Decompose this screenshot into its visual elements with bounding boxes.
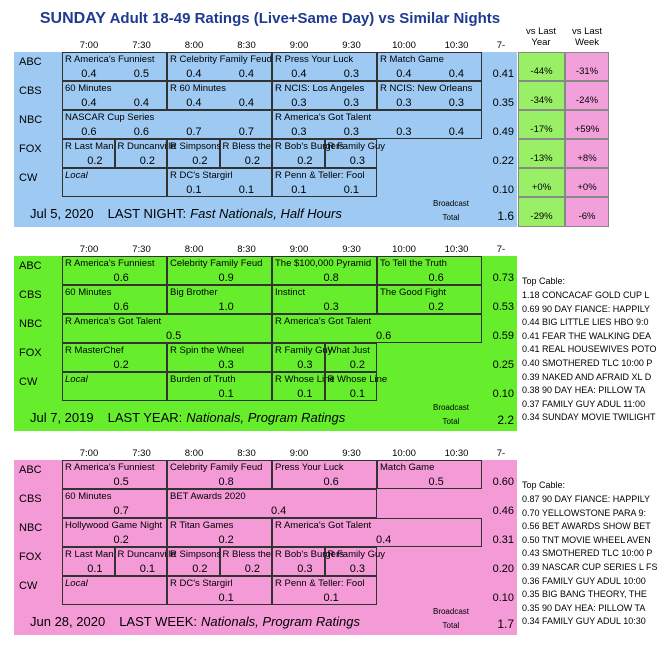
- top-cable-item: 0.34 FAMILY GUY ADUL 10:30: [522, 616, 646, 627]
- total-label: Total: [442, 213, 460, 222]
- program-name: R America's Funniest: [65, 54, 155, 65]
- time-header: 10:00: [392, 448, 416, 459]
- row-total: 0.60: [492, 476, 514, 488]
- program-cell: [272, 372, 335, 401]
- top-cable-item: 0.39 NAKED AND AFRAID XL D: [522, 371, 652, 382]
- time-header: 8:30: [237, 448, 256, 459]
- program-cell: [167, 576, 272, 605]
- grand-total: 1.7: [497, 617, 514, 631]
- total-label: Total: [442, 621, 460, 630]
- rating-value: 0.4: [238, 97, 255, 109]
- program-cell: [325, 372, 388, 401]
- rating-value: 0.7: [186, 126, 202, 138]
- program-name: Big Brother: [170, 287, 218, 298]
- top-cable-item: 1.18 CONCACAF GOLD CUP L: [522, 290, 650, 300]
- top-cable-item: 0.36 FAMILY GUY ADUL 10:00: [522, 575, 646, 586]
- program-cell: [62, 110, 272, 139]
- program-cell: [272, 52, 377, 81]
- rating-value: 0.3: [396, 126, 412, 138]
- rating-value: 0.3: [297, 563, 313, 575]
- time-header: 7:30: [132, 244, 151, 255]
- row-total: 0.53: [492, 301, 514, 313]
- time-header: 7:30: [132, 40, 151, 51]
- top-cable-item: 0.34 SUNDAY MOVIE TWILIGHT: [522, 412, 656, 423]
- vs-last-year: -34%: [518, 81, 565, 110]
- program-name: R Penn & Teller: Fool: [275, 578, 365, 589]
- rating-value: 0.2: [113, 534, 129, 546]
- time-header: 10:00: [392, 40, 416, 51]
- rating-value: 0.3: [349, 155, 366, 167]
- time-header: 10:00: [392, 244, 416, 255]
- program-cell: [272, 343, 333, 372]
- program-cell: [62, 372, 167, 401]
- program-name: R NCIS: Los Angeles: [275, 83, 365, 94]
- time-header: 9:00: [289, 40, 309, 51]
- rating-value: 0.8: [218, 476, 234, 488]
- rating-value: 0.3: [349, 563, 366, 575]
- total-vs-last-year: -29%: [518, 197, 565, 227]
- rating-value: 0.3: [396, 97, 412, 109]
- top-cable-item: 0.37 FAMILY GUY ADUL 11:00: [522, 398, 646, 409]
- time-header: 7:00: [79, 448, 99, 459]
- time-header: 7:00: [79, 40, 99, 51]
- total-vs-last-week: -6%: [565, 197, 609, 227]
- program-name: R MasterChef: [65, 345, 124, 356]
- program-cell: [377, 285, 482, 314]
- rating-value: 0.4: [186, 97, 202, 109]
- program-name: R Whose Line: [275, 374, 335, 385]
- time-header: 8:30: [237, 40, 256, 51]
- program-cell: [167, 518, 272, 547]
- rating-value: 0.2: [349, 359, 366, 371]
- grand-total: 2.2: [497, 413, 514, 427]
- time-header: 7-: [496, 448, 506, 459]
- program-cell: [272, 547, 344, 576]
- rating-value: 0.3: [448, 97, 465, 109]
- vs-last-week: +8%: [565, 139, 609, 168]
- program-cell: [62, 81, 167, 110]
- program-name: R America's Funniest: [65, 258, 155, 269]
- rating-value: 0.1: [297, 388, 313, 400]
- broadcast-label: Broadcast: [432, 403, 470, 412]
- top-cable-item: 0.69 90 DAY FIANCE: HAPPILY: [522, 303, 651, 314]
- rating-value: 0.4: [448, 68, 465, 80]
- day-title: SUNDAY: [39, 10, 106, 27]
- top-cable-item: 0.38 90 DAY HEA: PILLOW TA: [522, 385, 646, 396]
- network-label: NBC: [19, 114, 43, 126]
- program-cell: [62, 52, 167, 81]
- rating-value: 0.7: [113, 505, 129, 517]
- program-cell: [272, 285, 377, 314]
- program-name: Burden of Truth: [170, 374, 236, 385]
- program-name: R Family Guy: [275, 345, 333, 356]
- panel-footer: [30, 410, 430, 425]
- rating-value: 0.2: [192, 155, 208, 167]
- program-name: 60 Minutes: [65, 83, 112, 94]
- vs-last-week-header: vs Last Week: [571, 26, 603, 48]
- network-label: CBS: [19, 85, 42, 97]
- vs-last-week: -24%: [565, 81, 609, 110]
- footer-label: LAST NIGHT:: [107, 206, 187, 221]
- program-name: To Tell the Truth: [380, 258, 447, 269]
- program-cell: [272, 168, 377, 197]
- time-header: 8:00: [184, 448, 204, 459]
- program-cell: [62, 314, 272, 343]
- network-label: FOX: [19, 551, 42, 563]
- rating-value: 0.1: [139, 563, 156, 575]
- rating-value: 0.1: [87, 563, 103, 575]
- rating-value: 0.3: [218, 359, 234, 371]
- footer-desc: Nationals, Program Ratings: [186, 410, 346, 425]
- vs-last-year: -13%: [518, 139, 565, 168]
- program-cell: [272, 576, 377, 605]
- rating-value: 0.3: [343, 68, 360, 80]
- subtitle: Adult 18-49 Ratings (Live+Same Day) vs Similar Nights: [109, 10, 501, 27]
- program-name: R NCIS: New Orleans: [380, 83, 473, 94]
- row-total: 0.41: [492, 68, 514, 80]
- program-name: R Whose Line: [327, 374, 388, 385]
- program-cell: [167, 343, 272, 372]
- rating-value: 0.3: [291, 97, 307, 109]
- rating-value: 0.5: [166, 330, 182, 342]
- network-label: FOX: [19, 347, 42, 359]
- program-name: R Duncanville: [117, 549, 177, 560]
- program-name: R Match Game: [380, 54, 444, 65]
- vs-last-week: -31%: [565, 52, 609, 81]
- rating-value: 0.7: [238, 126, 255, 138]
- program-name: 60 Minutes: [65, 491, 112, 502]
- time-header: 9:30: [342, 244, 361, 255]
- time-header: 8:00: [184, 40, 204, 51]
- program-name: R Simpsons: [170, 549, 222, 560]
- rating-value: 0.6: [81, 126, 97, 138]
- row-total: 0.10: [492, 388, 514, 400]
- rating-value: 0.3: [291, 126, 307, 138]
- time-header: 8:00: [184, 244, 204, 255]
- total-label: Total: [442, 417, 460, 426]
- program-cell: [115, 547, 177, 576]
- program-cell: [62, 139, 115, 168]
- network-label: ABC: [19, 260, 42, 272]
- vs-last-year: -44%: [518, 52, 565, 81]
- program-name: R 60 Minutes: [170, 83, 226, 94]
- vs-last-week: +0%: [565, 168, 609, 197]
- rating-value: 0.1: [291, 184, 307, 196]
- broadcast-label: Broadcast: [432, 199, 470, 208]
- rating-value: 0.2: [244, 155, 261, 167]
- footer-label: LAST WEEK:: [119, 614, 197, 629]
- rating-value: 0.3: [343, 97, 360, 109]
- top-cable-item: 0.87 90 DAY FIANCE: HAPPILY: [522, 494, 651, 504]
- program-name: R Bless the: [222, 549, 272, 560]
- top-cable-item: 0.39 NASCAR CUP SERIES L FS: [522, 562, 658, 572]
- top-cable-title: Top Cable:: [522, 480, 566, 490]
- rating-value: 0.1: [238, 184, 255, 196]
- rating-value: 0.4: [81, 97, 97, 109]
- top-cable-item: 0.35 BIG BANG THEORY, THE: [522, 589, 647, 600]
- rating-value: 0.4: [448, 126, 465, 138]
- rating-value: 0.5: [428, 476, 444, 488]
- program-cell: [167, 168, 272, 197]
- network-label: CW: [19, 580, 38, 592]
- network-label: CBS: [19, 493, 42, 505]
- row-total: 0.49: [492, 126, 514, 138]
- time-header: 10:30: [444, 448, 469, 459]
- rating-value: 0.9: [218, 272, 234, 284]
- program-cell: [167, 547, 220, 576]
- program-name: R Bob's Burgers: [275, 549, 344, 560]
- program-cell: [167, 256, 272, 285]
- rating-value: 0.1: [186, 184, 202, 196]
- rating-value: 0.5: [113, 476, 129, 488]
- rating-value: 0.6: [113, 301, 129, 313]
- row-total: 0.59: [492, 330, 514, 342]
- program-cell: [220, 547, 273, 576]
- page-title: [0, 10, 540, 28]
- row-total: 0.31: [492, 534, 514, 546]
- program-name: Hollywood Game Night: [65, 520, 163, 531]
- program-name: 60 Minutes: [65, 287, 112, 298]
- program-name: R America's Funniest: [65, 462, 155, 473]
- program-cell: [167, 489, 377, 518]
- network-label: CBS: [19, 289, 42, 301]
- program-cell: [167, 52, 272, 81]
- vs-last-year: -17%: [518, 110, 565, 139]
- program-cell: [220, 139, 273, 168]
- row-total: 0.73: [492, 272, 514, 284]
- program-name: R Simpsons: [170, 141, 222, 152]
- top-cable-item: 0.56 BET AWARDS SHOW BET: [522, 521, 651, 532]
- network-label: ABC: [19, 56, 42, 68]
- program-cell: [377, 460, 482, 489]
- program-name: Celebrity Family Feud: [170, 462, 263, 473]
- time-header: 9:30: [342, 40, 361, 51]
- footer-desc: Nationals, Program Ratings: [200, 614, 360, 629]
- program-name: R America's Got Talent: [275, 316, 372, 327]
- program-cell: [62, 460, 167, 489]
- rating-value: 0.3: [343, 126, 360, 138]
- time-header: 7-: [496, 40, 506, 51]
- program-cell: [62, 547, 115, 576]
- network-label: NBC: [19, 318, 43, 330]
- rating-value: 0.1: [218, 388, 234, 400]
- vs-last-year-header: vs Last Year: [525, 26, 557, 48]
- program-cell: [62, 343, 167, 372]
- program-cell: [167, 372, 272, 401]
- row-total: 0.10: [492, 592, 514, 604]
- program-name: R Family Guy: [327, 141, 386, 152]
- time-header: 8:30: [237, 244, 256, 255]
- rating-value: 0.1: [349, 388, 366, 400]
- program-cell: [167, 460, 272, 489]
- program-name: R Titan Games: [170, 520, 234, 531]
- top-cable-title: Top Cable:: [522, 276, 566, 286]
- rating-value: 0.2: [297, 155, 313, 167]
- footer-desc: Fast Nationals, Half Hours: [190, 206, 342, 221]
- network-label: CW: [19, 172, 38, 184]
- rating-value: 0.6: [376, 330, 392, 342]
- rating-value: 0.6: [323, 476, 339, 488]
- rating-value: 0.4: [186, 68, 202, 80]
- time-header: 7:30: [132, 448, 151, 459]
- program-cell: [377, 256, 482, 285]
- program-name: R Duncanville: [117, 141, 177, 152]
- rating-value: 0.3: [323, 301, 339, 313]
- top-cable-item: 0.40 SMOTHERED TLC 10:00 P: [522, 358, 653, 368]
- program-name: R Last Man: [65, 549, 114, 560]
- program-cell: [62, 518, 167, 547]
- program-name: R America's Got Talent: [65, 316, 162, 327]
- program-name: Press Your Luck: [275, 462, 344, 473]
- row-total: 0.35: [492, 97, 514, 109]
- top-cable-item: 0.43 SMOTHERED TLC 10:00 P: [522, 548, 653, 559]
- program-cell: [167, 139, 220, 168]
- program-cell: [272, 314, 482, 343]
- program-name: R Celebrity Family Feud: [170, 54, 272, 65]
- footer-date: Jul 7, 2019: [30, 410, 94, 425]
- time-header: 7:00: [79, 244, 99, 255]
- top-cable-item: 0.41 FEAR THE WALKING DEA: [522, 330, 652, 341]
- program-cell: [62, 576, 167, 605]
- program-name: What Just: [327, 345, 370, 356]
- rating-value: 0.1: [218, 592, 234, 604]
- rating-value: 1.0: [218, 301, 234, 313]
- network-label: ABC: [19, 464, 42, 476]
- program-cell: [325, 139, 386, 168]
- program-cell: [272, 139, 344, 168]
- program-name: R Press Your Luck: [275, 54, 354, 65]
- program-cell: [325, 547, 386, 576]
- top-cable-item: 0.35 90 DAY HEA: PILLOW TA: [522, 602, 646, 613]
- program-cell: [115, 139, 177, 168]
- program-name: R Family Guy: [327, 549, 386, 560]
- program-cell: [167, 285, 272, 314]
- rating-value: 0.2: [218, 534, 234, 546]
- program-name: The Good Fight: [380, 287, 447, 298]
- rating-value: 0.4: [291, 68, 307, 80]
- program-name: NASCAR Cup Series: [65, 112, 155, 123]
- rating-value: 0.2: [139, 155, 156, 167]
- program-cell: [272, 460, 377, 489]
- network-label: CW: [19, 376, 38, 388]
- program-name: Local: [65, 374, 88, 385]
- rating-value: 0.4: [238, 68, 255, 80]
- program-cell: [272, 256, 377, 285]
- program-cell: [62, 489, 167, 518]
- program-name: R DC's Stargirl: [170, 578, 233, 589]
- rating-value: 0.2: [428, 301, 444, 313]
- program-name: R Bless the: [222, 141, 272, 152]
- time-header: 9:00: [289, 448, 309, 459]
- rating-value: 0.2: [192, 563, 208, 575]
- program-cell: [377, 81, 482, 110]
- time-header: 9:30: [342, 448, 361, 459]
- rating-value: 0.4: [81, 68, 97, 80]
- rating-value: 0.4: [271, 505, 287, 517]
- rating-value: 0.3: [297, 359, 313, 371]
- program-cell: [62, 256, 167, 285]
- program-cell: [325, 343, 378, 372]
- rating-value: 0.2: [113, 359, 129, 371]
- program-name: R Penn & Teller: Fool: [275, 170, 365, 181]
- time-header: 7-: [496, 244, 506, 255]
- footer-date: Jun 28, 2020: [30, 614, 106, 629]
- footer-date: Jul 5, 2020: [30, 206, 94, 221]
- program-name: Instinct: [275, 287, 306, 298]
- rating-value: 0.6: [133, 126, 150, 138]
- top-cable-item: 0.70 YELLOWSTONE PARA 9:: [522, 507, 647, 518]
- program-name: R DC's Stargirl: [170, 170, 233, 181]
- footer-label: LAST YEAR:: [107, 410, 183, 425]
- program-name: Local: [65, 170, 88, 181]
- program-name: R America's Got Talent: [275, 520, 372, 531]
- program-name: R Bob's Burgers: [275, 141, 344, 152]
- rating-value: 0.6: [428, 272, 444, 284]
- rating-value: 0.2: [87, 155, 103, 167]
- rating-value: 0.4: [396, 68, 412, 80]
- grand-total: 1.6: [497, 209, 514, 223]
- top-cable-item: 0.41 REAL HOUSEWIVES POTO: [522, 344, 657, 355]
- row-total: 0.25: [492, 359, 514, 371]
- row-total: 0.20: [492, 563, 514, 575]
- rating-value: 0.8: [323, 272, 339, 284]
- rating-value: 0.4: [133, 97, 150, 109]
- program-cell: [272, 110, 482, 139]
- program-name: Celebrity Family Feud: [170, 258, 263, 269]
- rating-value: 0.4: [376, 534, 392, 546]
- row-total: 0.46: [492, 505, 514, 517]
- program-cell: [167, 81, 272, 110]
- time-header: 10:30: [444, 244, 469, 255]
- program-name: The $100,000 Pyramid: [275, 258, 372, 269]
- network-label: FOX: [19, 143, 42, 155]
- program-name: Match Game: [380, 462, 435, 473]
- rating-value: 0.2: [244, 563, 261, 575]
- row-total: 0.22: [492, 155, 514, 167]
- rating-value: 0.1: [343, 184, 360, 196]
- rating-value: 0.5: [133, 68, 150, 80]
- program-name: R America's Got Talent: [275, 112, 372, 123]
- program-cell: [62, 285, 167, 314]
- top-cable-item: 0.44 BIG LITTLE LIES HBO 9:0: [522, 317, 649, 328]
- program-cell: [62, 168, 167, 197]
- rating-value: 0.6: [113, 272, 129, 284]
- top-cable-item: 0.50 TNT MOVIE WHEEL AVEN: [522, 534, 651, 545]
- program-name: R Spin the Wheel: [170, 345, 244, 356]
- program-name: Local: [65, 578, 88, 589]
- broadcast-label: Broadcast: [432, 607, 470, 616]
- time-header: 9:00: [289, 244, 309, 255]
- program-cell: [272, 81, 377, 110]
- panel-footer: [30, 206, 430, 221]
- time-header: 10:30: [444, 40, 469, 51]
- vs-last-year: +0%: [518, 168, 565, 197]
- rating-value: 0.1: [323, 592, 339, 604]
- network-label: NBC: [19, 522, 43, 534]
- program-cell: [272, 518, 482, 547]
- program-cell: [377, 52, 482, 81]
- program-name: R Last Man: [65, 141, 114, 152]
- row-total: 0.10: [492, 184, 514, 196]
- panel-footer: [30, 614, 430, 629]
- program-name: BET Awards 2020: [170, 491, 246, 502]
- vs-last-week: +59%: [565, 110, 609, 139]
